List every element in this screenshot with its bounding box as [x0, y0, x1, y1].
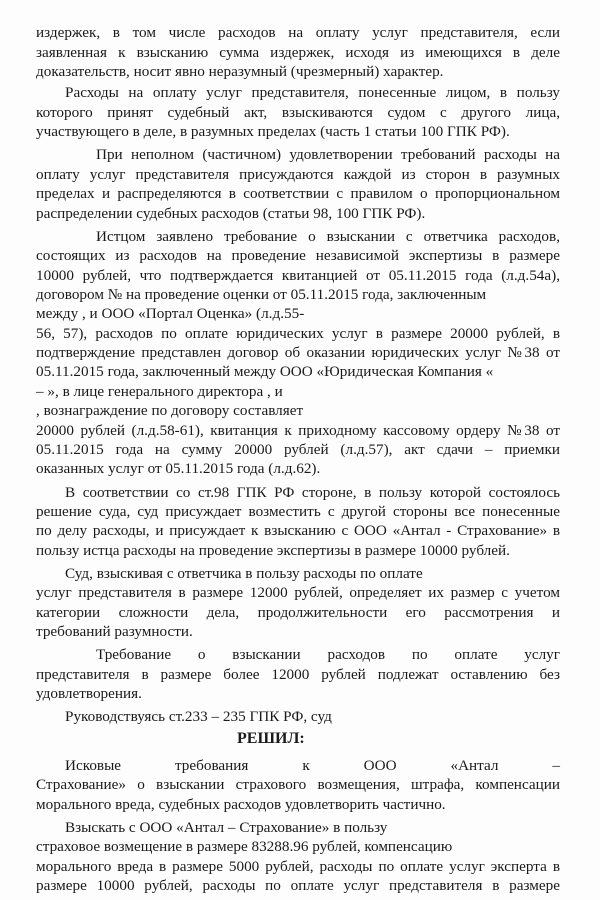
- text-line: которого принят судебный акт, взыскиваются судом с другого лица,: [36, 104, 560, 121]
- text-line: 20000 рублей (л.д.58-61), квитанция к приходному кассовому ордеру №38 от: [36, 422, 560, 439]
- text-line: Требование о взыскании расходов по оплате услуг: [96, 646, 560, 663]
- text-line: Страхование» о взыскании страхового возмещения, штрафа, компенсации: [36, 776, 560, 793]
- text-line: издержек, в том числе расходов на оплату услуг представителя, если: [36, 24, 560, 41]
- text-line: – », в лице генерального директора , и: [36, 383, 283, 400]
- text-line: участвующего в деле, в разумных пределах (часть 1 статьи 100 ГПК РФ).: [36, 123, 510, 140]
- text-line: заявленная к взысканию сумма издержек, исходя из имеющихся в деле: [36, 44, 560, 61]
- text-line: по делу расходы, и присуждает к взысканию с ООО «Антал - Страхование» в: [36, 522, 560, 539]
- text-line: , вознаграждение по договору составляет: [36, 402, 304, 419]
- text-line: требований разумности.: [36, 623, 193, 640]
- text-line: пользу истца расходы на проведение экспертизы в размере 10000 рублей.: [36, 542, 510, 559]
- text-line: услуг представителя в размере 12000 рублей, определяет их размер с учетом: [36, 584, 560, 601]
- text-line: состоящих из расходов на проведение независимой экспертизы в размере: [36, 247, 560, 264]
- text-line: доказательств, носит явно неразумный (чрезмерный) характер.: [36, 63, 444, 80]
- text-line: Истцом заявлено требование о взыскании с ответчика расходов,: [96, 228, 560, 245]
- text-line: Исковые требования к ООО «Антал –: [65, 757, 560, 774]
- text-line: Суд, взыскивая с ответчика в пользу расходы по оплате: [65, 565, 423, 582]
- text-line: подтверждение представлен договор об оказании юридических услуг №38 от: [36, 344, 560, 361]
- text-line: 10000 рублей, что подтверждается квитанцией от 05.11.2015 года (л.д.54а),: [36, 267, 560, 284]
- text-line: 05.11.2015 года, заключенный между ООО «Юридическая Компания «: [36, 363, 494, 380]
- text-line: представителя в размере более 12000 рублей подлежат оставлению без: [36, 666, 560, 683]
- text-line: Руководствуясь ст.233 – 235 ГПК РФ, суд: [65, 708, 332, 725]
- text-line: страховое возмещение в размере 83288.96 рублей, компенсацию: [36, 838, 453, 855]
- text-line: Взыскать с ООО «Антал – Страхование» в пользу: [65, 819, 388, 836]
- text-line: В соответствии со ст.98 ГПК РФ стороне, в пользу которой состоялось: [65, 484, 560, 501]
- text-line: категории сложности дела, продолжительности его рассмотрения и: [36, 604, 560, 621]
- text-line: морального вреда, судебных расходов удовлетворить частично.: [36, 796, 446, 813]
- text-line: решение суда, суд присуждает возместить с другой стороны все понесенные: [36, 503, 560, 520]
- text-line: между , и ООО «Портал Оценка» (л.д.55-: [36, 305, 305, 322]
- decision-heading: РЕШИЛ:: [237, 730, 305, 747]
- text-line: распределении судебных расходов (статьи 98, 100 ГПК РФ).: [36, 205, 426, 222]
- text-line: морального вреда в размере 5000 рублей, расходы по оплате услуг эксперта в: [36, 858, 560, 875]
- text-line: 56, 57), расходов по оплате юридических услуг в размере 20000 рублей, в: [36, 325, 560, 342]
- text-line: При неполном (частичном) удовлетворении требований расходы на: [96, 146, 560, 163]
- text-line: Расходы на оплату услуг представителя, понесенные лицом, в пользу: [65, 84, 560, 101]
- text-line: оказанных услуг от 05.11.2015 года (л.д.62).: [36, 460, 321, 477]
- text-line: размере 10000 рублей, расходы по оплате услуг представителя в размере: [36, 877, 560, 894]
- text-line: оплату услуг представителя присуждаются каждой из сторон в разумных: [36, 166, 560, 183]
- text-line: договором № на проведение оценки от 05.11.2015 года, заключенным: [36, 286, 487, 303]
- text-line: 05.11.2015 года на сумму 20000 рублей (л.д.57), акт сдачи – приемки: [36, 441, 560, 458]
- text-line: пределах и распределяются в соответствии с правилом о пропорциональном: [36, 185, 560, 202]
- text-line: удовлетворения.: [36, 685, 142, 702]
